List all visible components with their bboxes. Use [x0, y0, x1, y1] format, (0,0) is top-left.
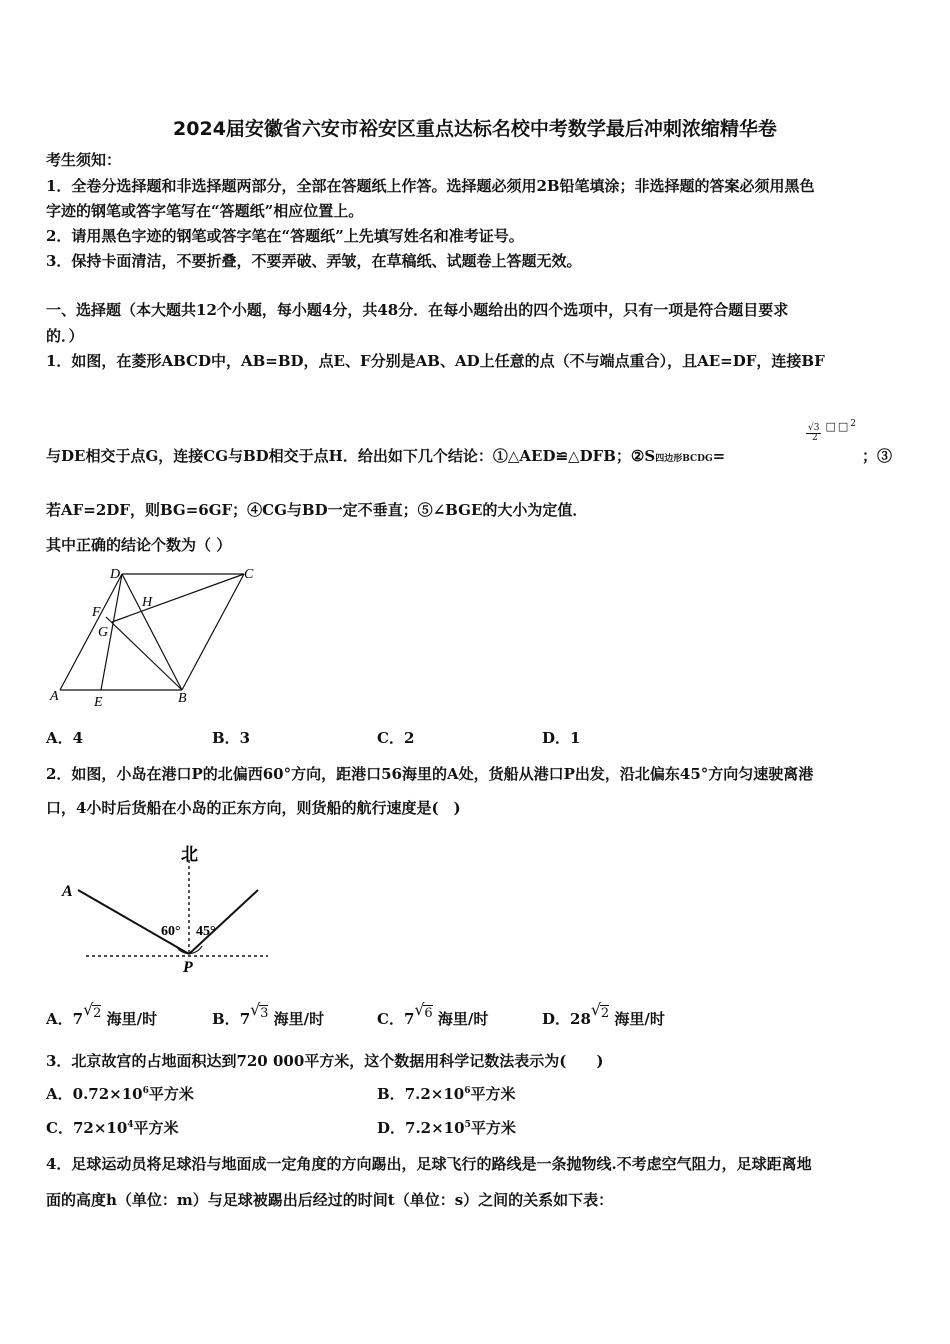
radical-sign-icon: √ — [414, 1000, 425, 1019]
edge-ad — [60, 574, 122, 690]
q3-option-c-base: 72×10 — [72, 1119, 128, 1137]
label-p-port: P — [183, 959, 193, 976]
diagonal-bd — [122, 574, 182, 690]
label-b: B — [178, 691, 187, 706]
notice-item-2: 2．请用黑色字迹的钢笔或答字笔在“答题纸”上先填写姓名和准考证号。 — [46, 227, 524, 245]
radical-sign-icon: √ — [250, 1000, 261, 1019]
q1-fraction-exponent: 2 — [850, 419, 856, 429]
q3-option-a-letter: A． — [46, 1085, 73, 1103]
q3-option-d-letter: D． — [377, 1119, 406, 1137]
q1-fraction-denominator: 2 — [812, 433, 818, 443]
q3-option-a[interactable] — [46, 1084, 194, 1104]
q2-option-b-radicand: 3 — [260, 1006, 269, 1021]
q1-fraction-tail: □□ — [825, 420, 851, 433]
radical-sign-icon: √ — [83, 1000, 94, 1019]
rhombus-figure — [46, 560, 276, 715]
q3-option-b-unit: 平方米 — [470, 1085, 516, 1103]
q1-equals: = — [712, 447, 726, 465]
radical-sign-icon: √ — [590, 1000, 602, 1019]
page-title: 2024届安徽省六安市裕安区重点达标名校中考数学最后冲刺浓缩精华卷 — [173, 118, 777, 140]
q3-option-c-letter: C． — [46, 1119, 73, 1137]
q1-option-d[interactable]: D．1 — [542, 729, 581, 747]
q1-line-3: 若AF=2DF，则BG=6GF；④CG与BD一定不垂直；⑤∠BGE的大小为定值． — [46, 501, 588, 519]
q2-option-c[interactable] — [377, 1000, 489, 1029]
q1-line-4: 其中正确的结论个数为（ ） — [46, 536, 232, 554]
q2-line-2: 口，4小时后货船在小岛的正东方向，则货船的航行速度是( ) — [46, 799, 461, 817]
q3-option-b-letter: B． — [377, 1085, 405, 1103]
q3-option-b-base: 7.2×10 — [404, 1085, 465, 1103]
q2-option-c-coef: 7 — [403, 1010, 415, 1028]
q3-option-b[interactable] — [377, 1084, 516, 1104]
q2-option-a-coef: 7 — [72, 1010, 84, 1028]
q2-option-b-letter: B． — [212, 1010, 240, 1028]
q3-option-a-exp: 6 — [142, 1086, 149, 1096]
q2-option-b-coef: 7 — [239, 1010, 251, 1028]
label-g: G — [98, 625, 109, 640]
segment-p-ship — [189, 890, 258, 954]
notice-item-3: 3．保持卡面清洁，不要折叠，不要弄破、弄皱，在草稿纸、试题卷上答题无效。 — [46, 252, 582, 270]
q2-option-a[interactable] — [46, 1000, 158, 1029]
label-d: D — [110, 567, 121, 582]
label-a: A — [50, 689, 59, 704]
q3-option-a-base: 0.72×10 — [72, 1085, 143, 1103]
section-heading-line-2: 的．） — [46, 327, 84, 345]
q2-option-d[interactable] — [542, 1000, 665, 1029]
section-heading-line-1: 一、选择题（本大题共12个小题，每小题4分，共48分．在每小题给出的四个选项中，只有一项是符合题目要求 — [46, 301, 789, 319]
q3-option-a-unit: 平方米 — [148, 1085, 194, 1103]
notice-item-1-line-1: 1．全卷分选择题和非选择题两部分，全部在答题纸上作答。选择题必须用2B铅笔填涂；非选择题的答案必须用黑色 — [46, 177, 815, 195]
label-h: H — [142, 595, 153, 610]
label-angle-45: 45° — [196, 924, 216, 939]
q1-line-1: 1．如图，在菱形ABCD中，AB=BD，点E、F分别是AB、AD上任意的点（不与端点重合），且AE=DF，连接BF — [46, 352, 825, 370]
q2-option-c-radicand: 6 — [424, 1006, 433, 1021]
q2-option-d-letter: D． — [542, 1010, 571, 1028]
label-north: 北 — [181, 845, 198, 864]
segment-bf — [106, 617, 182, 690]
q3-option-c[interactable] — [46, 1118, 179, 1138]
q2-option-a-unit: 海里/时 — [106, 1010, 158, 1028]
q2-option-c-unit: 海里/时 — [437, 1010, 489, 1028]
q3-option-d-unit: 平方米 — [470, 1119, 516, 1137]
q1-option-c[interactable]: C．2 — [377, 729, 415, 747]
q2-option-b-unit: 海里/时 — [273, 1010, 325, 1028]
q2-option-b[interactable] — [212, 1000, 325, 1029]
q2-option-c-letter: C． — [377, 1010, 404, 1028]
q2-option-d-unit: 海里/时 — [614, 1010, 665, 1028]
q1-line-2 — [46, 446, 725, 469]
q2-option-a-letter: A． — [46, 1010, 73, 1028]
harbor-figure — [56, 838, 276, 978]
q2-option-d-coef: 28 — [570, 1010, 591, 1028]
q3-line-1: 3．北京故宫的占地面积达到720 000平方米，这个数据用科学记数法表示为( ) — [46, 1052, 604, 1070]
q3-option-b-exp: 6 — [464, 1086, 471, 1096]
q2-option-d-radicand: 2 — [600, 1006, 610, 1021]
q3-option-c-unit: 平方米 — [133, 1119, 179, 1137]
q1-line-2-text: 与DE相交于点G，连接CG与BD相交于点H．给出如下几个结论：①△AED≌△DFB；②S — [46, 447, 656, 465]
label-a-island: A — [62, 883, 73, 900]
q3-option-d-exp: 5 — [464, 1120, 471, 1130]
q2-option-a-radicand: 2 — [93, 1006, 102, 1021]
q1-line-2-end: ；③ — [862, 447, 893, 465]
label-f: F — [92, 605, 101, 620]
q3-option-d-base: 7.2×10 — [405, 1119, 465, 1137]
edge-cb — [182, 574, 244, 690]
q1-option-b[interactable]: B．3 — [212, 729, 251, 747]
label-angle-60: 60° — [161, 924, 181, 939]
q2-line-1: 2．如图，小岛在港口P的北偏西60°方向，距港口56海里的A处，货船从港口P出发，沿北偏东45°方向匀速驶离港 — [46, 765, 814, 783]
q4-line-1: 4．足球运动员将足球沿与地面成一定角度的方向踢出，足球飞行的路线是一条抛物线.不考虑空气阻力，足球距离地 — [46, 1155, 812, 1173]
q3-option-d[interactable] — [377, 1118, 516, 1138]
segment-cg — [112, 574, 244, 622]
q3-option-c-exp: 4 — [127, 1120, 134, 1130]
q4-line-2: 面的高度h（单位：m）与足球被踢出后经过的时间t（单位：s）之间的关系如下表： — [46, 1191, 614, 1209]
segment-pa — [78, 890, 189, 954]
q1-fraction — [806, 419, 856, 443]
q1-fraction-numerator: √3 — [808, 423, 820, 433]
label-e: E — [94, 695, 103, 710]
label-c: C — [244, 567, 254, 582]
notice-item-1-line-2: 字迹的钢笔或答字笔写在“答题纸”相应位置上。 — [46, 202, 364, 220]
notice-heading: 考生须知： — [46, 151, 122, 169]
q1-area-subscript: 四边形BCDG — [655, 454, 713, 464]
q1-option-a[interactable]: A．4 — [46, 729, 84, 747]
